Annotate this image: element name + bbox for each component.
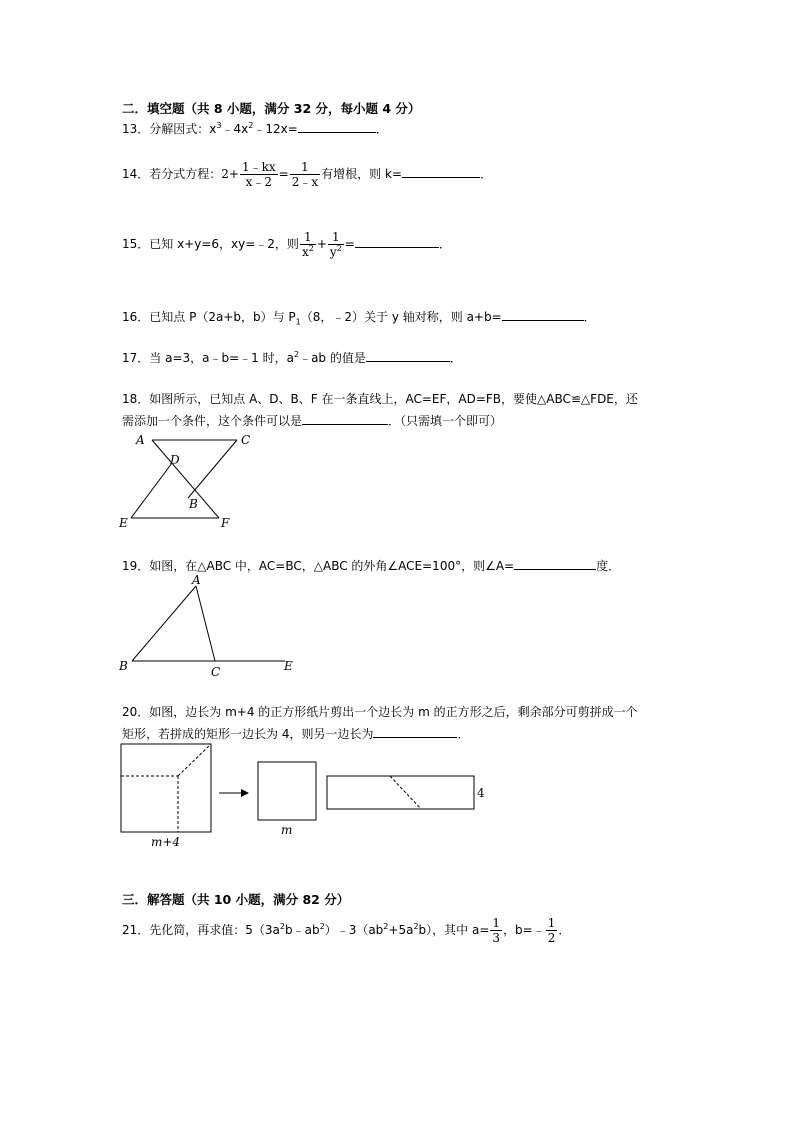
answer-blank-13[interactable] xyxy=(298,120,376,133)
q14-fraction-1 xyxy=(240,160,278,189)
q14-suffix: 有增根，则 k= xyxy=(321,167,402,181)
figure-19-diagram xyxy=(110,572,305,680)
q21-text-a: 21．先化简，再求值：5（3a xyxy=(122,923,280,937)
answer-blank-16[interactable] xyxy=(502,308,584,321)
q18-line2-b: ．（只需填一个即可） xyxy=(388,414,503,428)
answer-blank-15[interactable] xyxy=(355,235,439,248)
fig18-label-b: B xyxy=(189,497,198,511)
question-20-line-1: 20．如图，边长为 m+4 的正方形纸片剪出一个边长为 m 的正方形之后，剩余部分可剪拼成一个 xyxy=(122,705,638,719)
q21-exp-3: 2 xyxy=(383,922,389,931)
arrow-right-icon xyxy=(241,789,249,797)
question-15 xyxy=(122,230,451,259)
fig19-label-c: C xyxy=(211,665,221,679)
q16-end: ． xyxy=(583,310,596,324)
q14-f1-numerator: 1﹣kx xyxy=(241,160,276,174)
q21-fraction-a xyxy=(490,916,502,945)
q15-fraction-1 xyxy=(300,230,316,259)
q15-f2-denominator: $y^2$ xyxy=(329,244,342,259)
q17-end: ． xyxy=(449,351,462,365)
q21-exp-1: 2 xyxy=(279,922,285,931)
q21-text-f: ，b=﹣ xyxy=(503,923,545,937)
fig20-dash-diagonal xyxy=(178,744,211,776)
question-17 xyxy=(122,349,462,366)
q21-exp-4: 2 xyxy=(413,922,419,931)
figure-20-diagram xyxy=(115,738,485,850)
q21-a-numerator: 1 xyxy=(492,916,501,930)
q14-end: ． xyxy=(479,167,492,181)
q21-b-numerator: 1 xyxy=(547,916,556,930)
fig20-rectangle xyxy=(327,776,474,809)
q13-text-a: 13．分解因式：x xyxy=(122,122,217,136)
fig20-label-m: m xyxy=(281,823,293,837)
q15-plus: + xyxy=(316,237,327,251)
figure-18-diagram xyxy=(110,428,260,533)
fig19-label-e: E xyxy=(284,659,293,673)
q14-lead: 2+ xyxy=(221,167,239,181)
q14-text: 14．若分式方程： xyxy=(122,167,222,181)
q16-text: 16．已知点 P（2a+b，b）与 P xyxy=(122,310,296,324)
question-16 xyxy=(122,308,596,325)
q21-exp-2: 2 xyxy=(319,922,325,931)
fig19-label-a: A xyxy=(192,573,201,587)
q18-line2-a: 需添加一个条件，这个条件可以是 xyxy=(122,414,303,428)
q14-f2-numerator: 1 xyxy=(290,160,320,175)
question-14 xyxy=(122,160,492,189)
q21-text-d: +5a xyxy=(388,923,414,937)
q20-line2-a: 矩形，若拼成的矩形一边长为 4，则另一边长为 xyxy=(122,727,374,741)
q16-sub: 1 xyxy=(295,317,301,327)
answer-blank-20[interactable] xyxy=(373,725,457,738)
q20-end: ． xyxy=(457,727,470,741)
fig18-label-d: D xyxy=(170,453,180,467)
q21-end: ． xyxy=(558,923,571,937)
q21-fraction-b xyxy=(546,916,558,945)
fig19-seg-ab xyxy=(132,586,196,661)
question-13 xyxy=(122,120,388,137)
question-21 xyxy=(122,916,570,945)
fig20-label-4: 4 xyxy=(477,786,485,800)
answer-blank-19[interactable] xyxy=(514,557,596,570)
q21-text-e: b），其中 a= xyxy=(418,923,490,937)
section-title-fill-in: 二．填空题（共 8 小题，满分 32 分，每小题 4 分） xyxy=(122,101,421,116)
fig18-label-a: A xyxy=(136,433,145,447)
fig19-label-b: B xyxy=(119,659,128,673)
q15-fraction-2 xyxy=(328,230,344,259)
q21-text-b: b﹣ab xyxy=(285,923,320,937)
q14-eq: = xyxy=(278,167,289,181)
q13-exp-2: 2 xyxy=(248,121,254,130)
fig18-label-f: F xyxy=(221,516,230,530)
q15-f2-numerator: 1 xyxy=(328,230,344,245)
fig18-seg-af xyxy=(152,440,219,518)
question-18-line-1: 18．如图所示，已知点 A、D、B、F 在一条直线上，AC=EF，AD=FB，要使△ABC≌△FDE，还 xyxy=(122,392,638,406)
answer-blank-14[interactable] xyxy=(402,165,480,178)
section-title-solutions: 三．解答题（共 10 小题，满分 82 分） xyxy=(122,892,350,907)
q13-exp-1: 3 xyxy=(216,121,222,130)
q15-f1-numerator: 1 xyxy=(300,230,316,245)
fig19-seg-ac xyxy=(196,586,215,661)
fig18-label-c: C xyxy=(241,433,251,447)
q17-suffix: ﹣ab 的值是 xyxy=(299,351,366,365)
q16-suffix: （8，﹣2）关于 y 轴对称，则 a+b= xyxy=(300,310,502,324)
q21-b-denominator: 2 xyxy=(547,931,556,945)
fig18-label-e: E xyxy=(119,516,128,530)
q19-end: 度． xyxy=(596,559,621,573)
fig20-label-m-plus-4: m+4 xyxy=(151,835,181,849)
q15-end: ． xyxy=(438,237,451,251)
fig20-rect-dash xyxy=(390,776,421,809)
q15-f1-denominator: $x^2$ xyxy=(301,244,314,259)
answer-blank-18[interactable] xyxy=(302,412,388,425)
q15-text: 15．已知 x+y=6，xy=﹣2，则 xyxy=(122,237,299,251)
q14-f2-denominator: 2﹣x xyxy=(291,175,319,189)
q17-exp: 2 xyxy=(293,350,300,359)
q21-text-c: ）﹣3（ab xyxy=(324,923,384,937)
fig18-seg-de xyxy=(131,463,172,518)
q14-fraction-2 xyxy=(290,160,320,189)
q15-eq: = xyxy=(344,237,355,251)
fig20-small-square xyxy=(258,762,316,820)
q17-text: 17．当 a=3，a﹣b=﹣1 时，a xyxy=(122,351,294,365)
question-18-line-2 xyxy=(122,412,502,429)
q13-text-b: ﹣4x xyxy=(221,122,249,136)
q13-end: ． xyxy=(375,122,388,136)
q21-a-denominator: 3 xyxy=(492,931,501,945)
q13-text-c: ﹣12x= xyxy=(253,122,298,136)
q19-text: 19．如图，在△ABC 中，AC=BC，△ABC 的外角∠ACE=100°，则∠A= xyxy=(122,559,515,573)
q14-f1-denominator: x﹣2 xyxy=(245,175,273,189)
fig18-seg-cb xyxy=(188,440,237,498)
answer-blank-17[interactable] xyxy=(366,349,450,362)
